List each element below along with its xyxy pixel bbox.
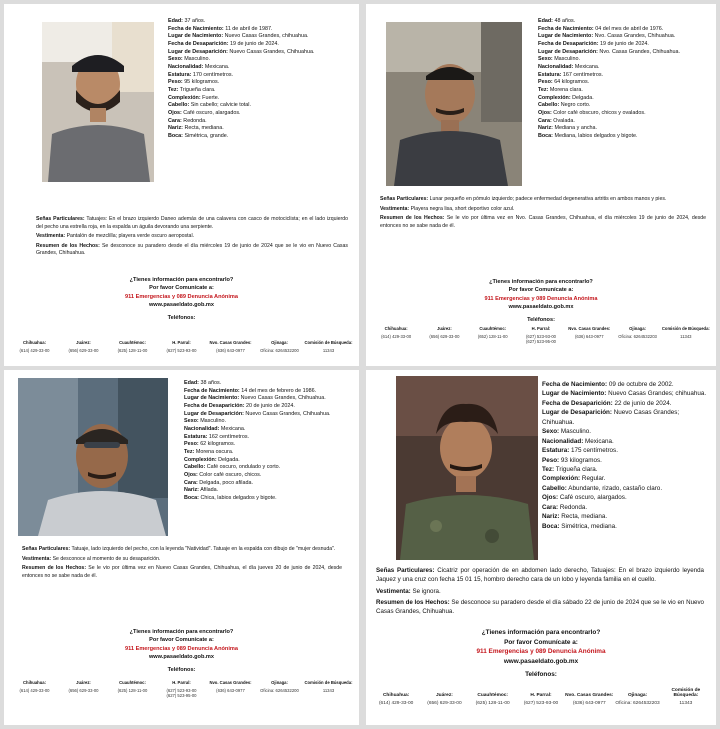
phones-table [372, 688, 710, 706]
label-resumen: Resumen de los Hechos: [22, 565, 87, 572]
label-tez: Tez: [542, 465, 555, 473]
value-senas: Tatuajes: En el brazo izquierdo Daneo además de una calavera con casco de motociclista; en el lado izquierdo del pecho una estrella roja, en la espalda un águila devorando una serpiente. [36, 216, 348, 230]
value-desaparicion: 19 de junio de 2024. [600, 41, 649, 48]
value-edad: 48 años. [554, 18, 576, 24]
contact-block [4, 628, 359, 674]
label-nariz: Nariz: [184, 487, 199, 494]
value-lugar-nacimiento: Nuevo Casas Grandes; chihuahua. [608, 390, 707, 398]
col-chihuahua: Chihuahua: [382, 693, 410, 698]
label-nacionalidad: Nacionalidad: [184, 426, 220, 433]
label-lugar-nacimiento: Lugar de Nacimiento: [184, 395, 240, 402]
missing-person-poster-3 [4, 370, 359, 725]
phone-nvo-casas-grandes: (636) 643-0977 [216, 688, 245, 693]
contact-block [366, 278, 716, 324]
missing-person-poster-4 [366, 370, 716, 725]
value-cara: Delgada, poco afilada. [199, 479, 253, 486]
value-edad: 37 años. [184, 18, 206, 24]
label-cara: Cara: [538, 117, 552, 124]
contact-call: Por favor Comunícate a: [504, 638, 578, 646]
label-edad: Edad: [184, 380, 199, 386]
value-lugar-desaparicion: Nuevo Casas Grandes; Chihuahua. [542, 409, 680, 426]
phone-comision: 11343 [679, 701, 693, 706]
label-nacimiento: Fecha de Nacimiento: [542, 381, 608, 388]
phones-title: Teléfonos: [167, 314, 196, 321]
value-boca: Simétrica, mediana. [561, 522, 617, 530]
label-lugar-nacimiento: Lugar de Nacimiento: [542, 390, 607, 398]
label-nacionalidad: Nacionalidad: [542, 437, 584, 445]
value-peso: 93 kilogramos. [560, 456, 602, 464]
label-resumen: Resumen de los Hechos: [380, 215, 445, 222]
value-cabello: Negro corto. [560, 102, 591, 109]
value-vestimenta: Se ignora. [412, 587, 441, 595]
label-vestimenta: Vestimenta: [22, 555, 52, 562]
label-nacimiento: Fecha de Nacimiento: [168, 25, 224, 32]
label-tez: Tez: [184, 449, 195, 456]
label-lugar-nacimiento: Lugar de Nacimiento: [538, 33, 594, 40]
col-nvo-casas-grandes: Nvo. Casas Grandes: [209, 680, 252, 685]
col-cuauhtemoc: Cuauhtémoc: [119, 340, 146, 345]
col-parral: H. Parral: [172, 680, 191, 685]
value-peso: 64 kilogramos. [554, 79, 590, 86]
value-estatura: 167 centímetros. [562, 71, 604, 78]
value-boca: Simétrica, grande. [184, 133, 229, 140]
value-nariz: Recta, mediana. [561, 513, 608, 521]
website-link[interactable]: www.pasaeldato.gob.mx [508, 304, 574, 311]
label-ojos: Ojos: [184, 472, 198, 479]
value-nacimiento: 09 de octubre de 2002. [608, 381, 674, 388]
value-lugar-desaparicion: Nuevo Casas Grandes, Chihuahua. [229, 48, 315, 55]
col-comision: Comisión de Búsqueda: [304, 340, 353, 345]
missing-person-poster-2 [366, 4, 716, 366]
col-juarez: Juárez: [437, 326, 452, 331]
label-lugar-desaparicion: Lugar de Desaparición: [538, 48, 598, 55]
label-boca: Boca: [538, 133, 553, 140]
value-nacionalidad: Mexicana. [585, 437, 614, 445]
label-tez: Tez: [168, 87, 179, 94]
label-desaparicion: Fecha de Desaparición: [538, 41, 599, 48]
phone-nvo-casas-grandes: (636) 643-0977 [216, 348, 245, 353]
label-cabello: Cabello: [168, 102, 190, 109]
phone-chihuahua: (614) 429-33-00 [19, 688, 50, 693]
contact-question: ¿Tienes información para encontrarlo? [481, 629, 601, 636]
value-resumen: Se le vio por última vez en Nuevo Casas Grandes, Chihuahua, el día jueves 20 de junio de 2024, desde entonces no se sabe nada de él. [22, 565, 342, 579]
value-senas: Cicatriz por operación de en abdomen lado derecho, Tatuajes: En el brazo izquierdo leyenda Jaquez y una cruz con fecha 15 01 15, hombro derecho cara de un lobo y leyenda familia en el cuello. [376, 567, 705, 584]
col-juarez: Juárez: [76, 340, 91, 345]
personal-details [538, 18, 712, 141]
value-sexo: Masculino. [184, 56, 210, 63]
col-comision: Comisión de Búsqueda: [304, 680, 353, 685]
phone-ojinaga: Oficina: 6264532200 [260, 348, 299, 353]
col-juarez: Juárez: [436, 693, 453, 698]
value-desaparicion: 19 de junio de 2024. [230, 41, 279, 48]
website-link[interactable]: www.pasaeldato.gob.mx [503, 657, 579, 665]
label-complexion: Complexión: [184, 456, 217, 463]
label-desaparicion: Fecha de Desaparición: [184, 403, 245, 410]
col-nvo-casas-grandes: Nvo. Casas Grandes: [568, 326, 611, 331]
col-cuauhtemoc: Cuauhtémoc: [477, 693, 509, 698]
value-vestimenta: Playera negra lisa, short deportivo color azul. [410, 205, 515, 212]
website-link[interactable]: www.pasaeldato.gob.mx [148, 302, 215, 309]
label-nacimiento: Fecha de Nacimiento: [184, 387, 240, 394]
contact-block [4, 276, 359, 322]
contact-block [366, 628, 716, 680]
col-ojinaga: Ojinaga: [629, 326, 646, 331]
col-juarez: Juárez: [76, 680, 91, 685]
label-peso: Peso: [168, 79, 183, 86]
value-sexo: Masculino. [554, 56, 580, 63]
value-cabello: Sin cabello; calvicie total. [190, 102, 251, 109]
phone-juarez: (656) 629-33-00 [429, 334, 460, 339]
col-parral: H. Parral: [530, 693, 552, 698]
phones-title: Teléfonos: [525, 671, 557, 679]
phone-nvo-casas-grandes: (636) 643-0977 [572, 701, 606, 706]
label-nariz: Nariz: [168, 125, 183, 132]
label-peso: Peso: [184, 441, 199, 448]
value-nacimiento: 04 del mes de abril de 1976. [595, 25, 664, 32]
description [380, 196, 706, 232]
value-nacionalidad: Mexicana. [574, 64, 600, 71]
value-sexo: Masculino. [560, 428, 592, 436]
label-desaparicion: Fecha de Desaparición: [542, 399, 613, 407]
phone-cuauhtemoc: (625) 128-11-00 [475, 701, 510, 706]
label-peso: Peso: [538, 79, 553, 86]
missing-person-poster-1 [4, 4, 359, 366]
value-cabello: Abundante, rizado, castaño claro. [568, 484, 663, 492]
label-boca: Boca: [542, 522, 560, 530]
col-nvo-casas-grandes: Nvo. Casas Grandes: [209, 340, 252, 345]
label-lugar-nacimiento: Lugar de Nacimiento: [168, 33, 224, 40]
label-nacionalidad: Nacionalidad: [538, 64, 574, 71]
emergency-numbers: 911 Emergencias y 089 Denuncia Anónima [476, 648, 606, 656]
value-tez: Morena clara. [549, 87, 583, 94]
description [36, 216, 348, 260]
label-complexion: Complexión: [168, 94, 201, 101]
label-sexo: Sexo: [168, 56, 183, 63]
label-sexo: Sexo: [184, 418, 199, 425]
contact-question: ¿Tienes información para encontrarlo? [489, 279, 593, 285]
value-lugar-nacimiento: Nvo. Casas Grandes, Chihuahua. [594, 33, 676, 40]
label-edad: Edad: [538, 18, 553, 24]
label-vestimenta: Vestimenta: [36, 233, 66, 240]
contact-call: Por favor Comunícate a: [149, 637, 214, 644]
label-senas: Señas Particulares: [380, 196, 429, 202]
label-desaparicion: Fecha de Desaparición: [168, 41, 229, 48]
phone-parral: (627) 523-93-00 [523, 701, 559, 706]
value-resumen: Se le vio por última vez en Nvo. Casas Grandes, Chihuahua, el día miércoles 19 de junio de 2024, desde entonces no se sabe nada de él. [380, 215, 706, 229]
label-lugar-desaparicion: Lugar de Desaparición: [184, 410, 244, 417]
label-estatura: Estatura: [542, 447, 570, 455]
label-ojos: Ojos: [542, 494, 559, 502]
value-lugar-nacimiento: Nuevo Casas Grandes, chihuahua. [224, 33, 309, 40]
label-senas: Señas Particulares: [36, 216, 85, 222]
phone-parral: (627) 523-93-00 (627) 523-95-00 [525, 334, 556, 344]
label-cara: Cara: [168, 117, 182, 124]
description [376, 566, 704, 618]
phone-juarez: (656) 629-33-00 [68, 348, 99, 353]
value-nariz: Mediana y ancha. [554, 125, 598, 132]
label-cara: Cara: [184, 479, 198, 486]
value-desaparicion: 22 de junio de 2024. [614, 399, 672, 407]
label-senas: Señas Particulares: [376, 567, 435, 574]
value-ojos: Café oscuro, alargados. [559, 494, 627, 502]
value-cabello: Café oscuro, ondulado y corto. [206, 464, 281, 471]
value-ojos: Café oscuro, alargados. [183, 110, 241, 117]
personal-details [184, 380, 356, 503]
value-resumen: Se desconoce su paradero desde el día sábado 22 de junio de 2024 que se le vio en Nuevo Casas Grandes, Chihuahua. [376, 598, 704, 616]
contact-call: Por favor Comunícate a: [149, 285, 214, 292]
value-nacimiento: 14 del mes de febrero de 1986. [241, 387, 317, 394]
value-lugar-desaparicion: Nuevo Casas Grandes, Chihuahua. [245, 410, 331, 417]
phones-title: Teléfonos: [527, 316, 555, 323]
value-desaparicion: 20 de junio de 2024. [246, 403, 295, 410]
value-complexion: Delgada. [218, 456, 240, 463]
value-nacimiento: 11 de abril de 1987. [225, 25, 273, 32]
value-ojos: Color café obscuro, chicos y ovalados. [553, 110, 646, 117]
value-tez: Trigueña clara. [179, 87, 216, 94]
phone-juarez: (656) 629-33-00 [68, 688, 99, 693]
value-senas: Tatuaje, lado izquierdo del pecho, con la leyenda "Natividad". Tatuaje en la espalda con dibujo de "mujer desnuda". [71, 546, 336, 552]
value-boca: Mediana, labios delgados y bigote. [554, 133, 638, 140]
phone-cuauhtemoc: (652) 128-11-00 [477, 334, 508, 339]
phones-title: Teléfonos: [167, 666, 196, 673]
missing-person-photo [18, 378, 168, 536]
col-ojinaga: Ojinaga: [627, 693, 648, 698]
label-complexion: Complexión: [538, 94, 571, 101]
emergency-numbers: 911 Emergencias y 089 Denuncia Anónima [125, 645, 238, 652]
col-chihuahua: Chihuahua: [22, 680, 47, 685]
label-peso: Peso: [542, 456, 560, 464]
col-cuauhtemoc: Cuauhtémoc: [479, 326, 507, 331]
label-vestimenta: Vestimenta: [376, 587, 411, 595]
label-senas: Señas Particulares: [22, 546, 71, 552]
label-ojos: Ojos: [538, 110, 552, 117]
phone-chihuahua: (614) 429-33-00 [378, 701, 414, 706]
value-edad: 38 años. [200, 380, 222, 386]
value-cara: Redonda. [559, 503, 588, 511]
label-resumen: Resumen de los Hechos: [36, 242, 100, 249]
value-nariz: Recta, mediana. [184, 125, 224, 132]
label-sexo: Sexo: [542, 428, 560, 436]
value-complexion: Delgada. [572, 94, 594, 101]
col-chihuahua: Chihuahua: [384, 326, 408, 331]
emergency-numbers: 911 Emergencias y 089 Denuncia Anónima [125, 293, 238, 300]
value-estatura: 170 centímetros. [192, 71, 234, 78]
value-nariz: Afilada. [200, 487, 219, 494]
label-cabello: Cabello: [542, 484, 567, 492]
value-peso: 95 kilogramos. [184, 79, 220, 86]
phones-table [10, 340, 353, 353]
label-edad: Edad: [168, 18, 183, 24]
label-vestimenta: Vestimenta: [380, 205, 410, 212]
value-ojos: Color café oscuro, chicos. [199, 472, 262, 479]
phones-table [10, 680, 353, 698]
missing-person-photo [386, 22, 522, 186]
label-nacionalidad: Nacionalidad: [168, 64, 204, 71]
label-sexo: Sexo: [538, 56, 553, 63]
value-vestimenta: Se desconoce al momento de su desaparición. [52, 555, 161, 562]
label-boca: Boca: [168, 133, 183, 140]
phone-comision: 11343 [322, 348, 335, 353]
phones-table [372, 326, 710, 344]
label-nacimiento: Fecha de Nacimiento: [538, 25, 594, 32]
value-lugar-desaparicion: Nvo. Casas Grandes, Chihuahua. [599, 48, 681, 55]
col-ojinaga: Ojinaga: [271, 680, 288, 685]
phone-parral: (627) 523-93-00 (627) 523-95-00 [166, 688, 197, 698]
personal-details [542, 380, 712, 531]
value-complexion: Regular. [581, 475, 606, 483]
phone-nvo-casas-grandes: (636) 643-0977 [574, 334, 604, 339]
value-boca: Chica, labios delgados y bigote. [200, 495, 277, 502]
phone-chihuahua: (614) 429-33-00 [19, 348, 50, 353]
label-cabello: Cabello: [184, 464, 206, 471]
label-resumen: Resumen de los Hechos: [376, 598, 450, 606]
label-complexion: Complexión: [542, 475, 581, 483]
phone-cuauhtemoc: (625) 128-11-00 [117, 688, 148, 693]
value-estatura: 175 centímetros. [571, 447, 618, 455]
phone-comision: 11343 [322, 688, 335, 693]
label-nariz: Nariz: [538, 125, 553, 132]
value-tez: Trigueña clara. [555, 465, 598, 473]
label-nariz: Nariz: [542, 513, 560, 521]
label-cara: Cara: [542, 503, 559, 511]
phone-parral: (627) 523-93-00 [166, 348, 197, 353]
label-boca: Boca: [184, 495, 199, 502]
col-parral: H. Parral: [172, 340, 191, 345]
label-estatura: Estatura: [538, 71, 562, 78]
missing-person-photo [396, 376, 538, 560]
value-estatura: 162 centímetros. [208, 433, 250, 440]
personal-details [168, 18, 354, 141]
value-peso: 62 kilogramos. [200, 441, 236, 448]
value-nacionalidad: Mexicana. [204, 64, 230, 71]
phone-chihuahua: (614) 429-33-00 [381, 334, 412, 339]
label-ojos: Ojos: [168, 110, 182, 117]
col-nvo-casas-grandes: Nvo. Casas Grandes: [565, 693, 614, 698]
contact-question: ¿Tienes información para encontrarlo? [129, 277, 234, 283]
phone-comision: 11343 [680, 334, 692, 339]
value-sexo: Masculino. [200, 418, 226, 425]
label-cabello: Cabello: [538, 102, 560, 109]
phone-ojinaga: Oficina: 6264532203 [615, 701, 660, 706]
description [22, 546, 342, 582]
label-estatura: Estatura: [168, 71, 192, 78]
value-cara: Ovalada. [553, 117, 575, 124]
value-resumen: Se desconoce su paradero desde el día miércoles 19 de junio de 2024 que se le vio en Nuevo Casas Grandes, Chihuahua. [36, 242, 348, 257]
phone-ojinaga: Oficina: 6264532203 [618, 334, 657, 339]
col-parral: H. Parral: [531, 326, 551, 331]
label-lugar-desaparicion: Lugar de Desaparición: [542, 409, 612, 417]
col-comision: Comisión de Búsqueda: [671, 688, 701, 698]
col-comision: Comisión de Búsqueda: [661, 326, 710, 331]
col-chihuahua: Chihuahua: [22, 340, 47, 345]
value-complexion: Fuerte. [202, 94, 220, 101]
contact-call: Por favor Comunícate a: [508, 287, 574, 294]
label-lugar-desaparicion: Lugar de Desaparición: [168, 48, 228, 55]
phone-juarez: (656) 629-33-00 [427, 701, 462, 706]
value-lugar-nacimiento: Nuevo Casas Grandes, Chihuahua. [240, 395, 326, 402]
phone-cuauhtemoc: (625) 128-11-00 [117, 348, 148, 353]
value-senas: Lunar pequeño en pómulo izquierdo; padece enfermedad degenerativa artritis en ambos manos y pies. [429, 196, 667, 202]
website-link[interactable]: www.pasaeldato.gob.mx [148, 654, 215, 661]
col-cuauhtemoc: Cuauhtémoc: [119, 680, 146, 685]
col-ojinaga: Ojinaga: [271, 340, 288, 345]
value-nacionalidad: Mexicana. [220, 426, 246, 433]
contact-question: ¿Tienes información para encontrarlo? [129, 629, 234, 635]
missing-person-photo [42, 22, 154, 182]
label-tez: Tez: [538, 87, 549, 94]
label-estatura: Estatura: [184, 433, 208, 440]
emergency-numbers: 911 Emergencias y 089 Denuncia Anónima [484, 295, 598, 302]
phone-ojinaga: Oficina: 6264532200 [260, 688, 299, 693]
value-vestimenta: Pantalón de mezclilla; playera verde oscuro aeropostal. [66, 233, 195, 240]
value-tez: Morena oscura. [195, 449, 234, 456]
value-cara: Redonda. [183, 117, 207, 124]
